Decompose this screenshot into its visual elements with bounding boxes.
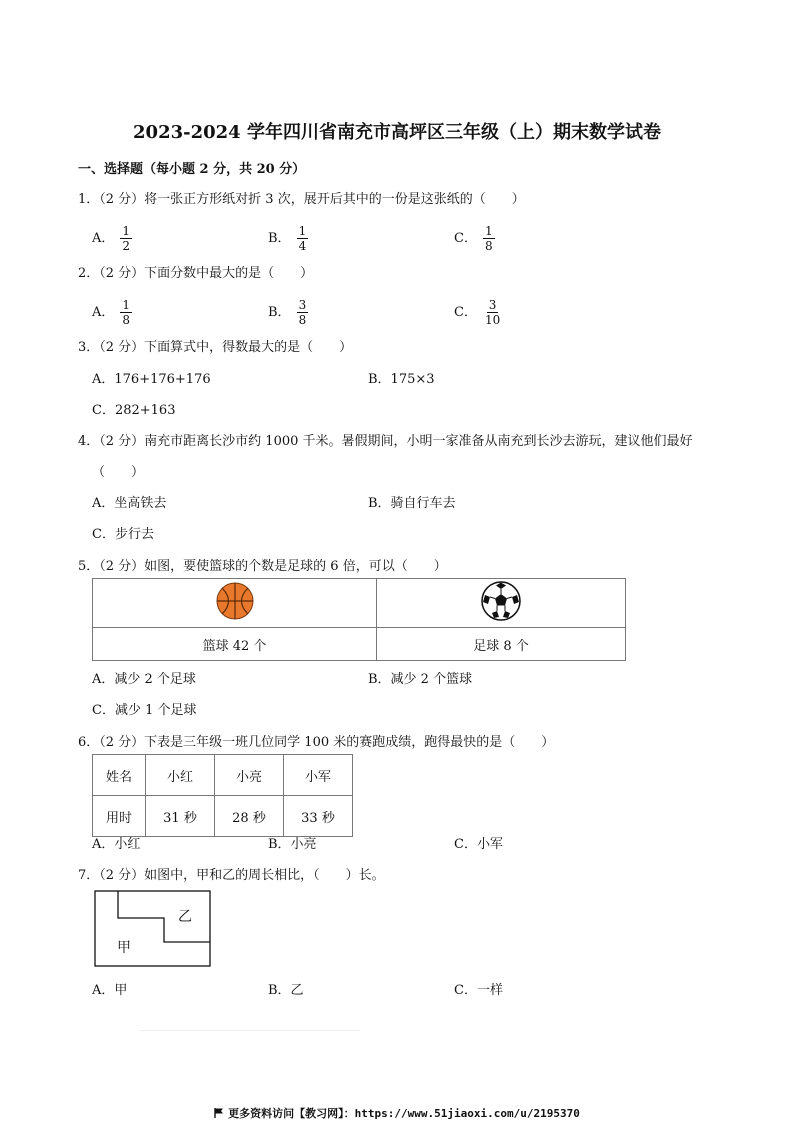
- q5-option-c[interactable]: C．减少 1 个足球: [92, 703, 197, 718]
- fraction: $\frac{3}{10}$: [484, 298, 501, 327]
- q6-table: [92, 754, 353, 837]
- q3-option-c[interactable]: C．282+163: [92, 403, 176, 418]
- q5-option-a[interactable]: A．减少 2 个足球: [92, 672, 196, 687]
- q6-option-a[interactable]: A．小红: [92, 837, 141, 852]
- q7-option-a[interactable]: A．甲: [92, 983, 128, 998]
- q5-table: [92, 578, 626, 661]
- option-label: B．: [268, 305, 291, 320]
- question-5-text: 5．（2 分）如图，要使篮球的个数是足球的 6 倍，可以（ ）: [78, 559, 447, 574]
- q3-option-b[interactable]: B．175×3: [368, 372, 435, 387]
- footer-text: 更多资料访问【教习网】：https://www.51jiaoxi.com/u/2195370: [228, 1107, 580, 1120]
- soccer-ball-icon: [480, 580, 522, 622]
- basketball-icon: [215, 581, 255, 621]
- q2-option-b[interactable]: [268, 298, 308, 327]
- section-heading: 一、选择题（每小题 2 分，共 20 分）: [78, 162, 306, 177]
- option-label: C．: [454, 231, 477, 246]
- question-4-blank: （ ）: [92, 465, 145, 480]
- q1-option-b[interactable]: [268, 224, 308, 253]
- option-label: A．: [92, 231, 115, 246]
- option-label: B．: [268, 231, 291, 246]
- table-cell: 用时: [93, 796, 146, 837]
- soccer-ball-cell: [377, 579, 626, 628]
- question-1-text: 1．（2 分）将一张正方形纸对折 3 次，展开后其中的一份是这张纸的（ ）: [78, 192, 525, 207]
- fraction: $\frac{1}{8}$: [122, 298, 131, 327]
- table-cell: 33 秒: [284, 796, 353, 837]
- label-jia: 甲: [117, 940, 131, 956]
- table-header: 小亮: [215, 755, 284, 796]
- q1-option-a[interactable]: [92, 224, 132, 253]
- fraction: $\frac{3}{8}$: [298, 298, 307, 327]
- fraction: $\frac{1}{2}$: [122, 224, 131, 253]
- q7-option-c[interactable]: C．一样: [454, 983, 503, 998]
- perimeter-figure: [94, 890, 212, 968]
- flag-icon: [214, 1108, 224, 1118]
- fraction: $\frac{1}{8}$: [484, 224, 493, 253]
- q5-option-b[interactable]: B．减少 2 个篮球: [368, 672, 473, 687]
- question-6-text: 6．（2 分）下表是三年级一班几位同学 100 米的赛跑成绩，跑得最快的是（ ）: [78, 735, 555, 750]
- fraction: $\frac{1}{4}$: [298, 224, 307, 253]
- label-yi: 乙: [178, 909, 192, 925]
- q2-option-c[interactable]: [454, 298, 502, 327]
- q4-option-b[interactable]: B．骑自行车去: [368, 496, 456, 511]
- table-header: 小红: [146, 755, 215, 796]
- option-label: C．: [454, 305, 477, 320]
- question-2-text: 2．（2 分）下面分数中最大的是（ ）: [78, 266, 314, 281]
- table-cell: 31 秒: [146, 796, 215, 837]
- q4-option-c[interactable]: C．步行去: [92, 527, 154, 542]
- basketball-count: 篮球 42 个: [93, 628, 377, 661]
- question-4-text: 4．（2 分）南充市距离长沙市约 1000 千米。暑假期间，小明一家准备从南充到长沙去游玩，建议他们最好: [78, 434, 693, 449]
- page-title: 2023-2024 学年四川省南充市高坪区三年级（上）期末数学试卷: [133, 122, 661, 143]
- divider: [140, 1030, 360, 1031]
- table-row: [93, 755, 353, 796]
- soccer-count: 足球 8 个: [377, 628, 626, 661]
- table-row: [93, 796, 353, 837]
- q2-option-a[interactable]: [92, 298, 132, 327]
- q6-option-b[interactable]: B．小亮: [268, 837, 317, 852]
- basketball-cell: [93, 579, 377, 628]
- q3-option-a[interactable]: A．176+176+176: [92, 372, 211, 387]
- footer-link[interactable]: [0, 1105, 794, 1121]
- q7-option-b[interactable]: B．乙: [268, 983, 304, 998]
- table-cell: 28 秒: [215, 796, 284, 837]
- q4-option-a[interactable]: A．坐高铁去: [92, 496, 167, 511]
- table-header: 小军: [284, 755, 353, 796]
- q1-option-c[interactable]: [454, 224, 495, 253]
- question-3-text: 3．（2 分）下面算式中，得数最大的是（ ）: [78, 340, 353, 355]
- q6-option-c[interactable]: C．小军: [454, 837, 503, 852]
- option-label: A．: [92, 305, 115, 320]
- table-header: 姓名: [93, 755, 146, 796]
- question-7-text: 7．（2 分）如图中，甲和乙的周长相比，（ ）长。: [78, 868, 385, 883]
